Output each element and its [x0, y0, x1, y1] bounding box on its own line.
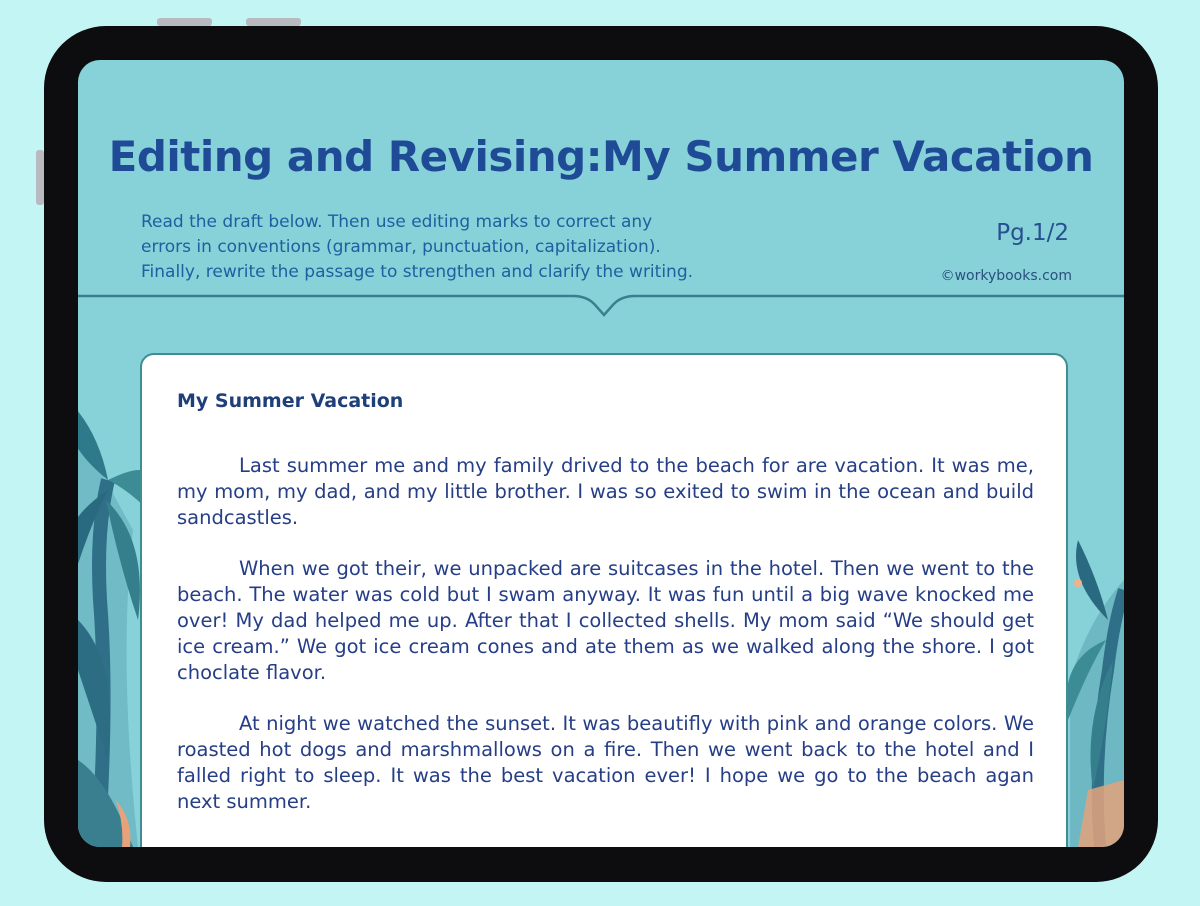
story-paragraph: At night we watched the sunset. It was beautifly with pink and orange colors. We roasted hot dogs and marshmallows on a fire. Then we went back to the hotel and I falled right to sleep. It was the best vacation ever! I hope we go to the beach agan next summer.: [177, 712, 1034, 813]
story-paragraph: When we got their, we unpacked are suitcases in the hotel. Then we went to the beach. The water was cold but I swam anyway. It was fun until a big wave knocked me over! My dad helped me up. After that I collected shells. My mom said “We should get ice cream.” We got ice cream cones and ate them as we walked along the shore. I got choclate flavor.: [177, 557, 1034, 684]
instructions-line: Finally, rewrite the passage to strengthen and clarify the writing.: [141, 262, 694, 282]
header-divider: [78, 288, 1124, 322]
tablet-top-button-1: [157, 18, 212, 26]
instructions-line: Read the draft below. Then use editing marks to correct any: [141, 212, 653, 232]
page-title: Editing and Revising:My Summer Vacation: [108, 132, 1094, 181]
story-text: [177, 453, 1034, 841]
draft-card: [140, 353, 1068, 847]
tablet-side-button: [36, 150, 44, 205]
story-paragraph: Last summer me and my family drived to the beach for are vacation. It was me, my mom, my dad, and my little brother. I was so exited to swim in the ocean and build sandcastles.: [177, 454, 1034, 529]
instructions: [141, 210, 901, 285]
tablet-top-button-2: [246, 18, 301, 26]
copyright: ©workybooks.com: [940, 268, 1072, 284]
story-title: My Summer Vacation: [177, 390, 404, 412]
right-palm-icon: [1066, 540, 1124, 847]
instructions-line: errors in conventions (grammar, punctuation, capitalization).: [141, 237, 661, 257]
worksheet-screen: [78, 60, 1124, 847]
page-number: Pg.1/2: [996, 220, 1069, 246]
